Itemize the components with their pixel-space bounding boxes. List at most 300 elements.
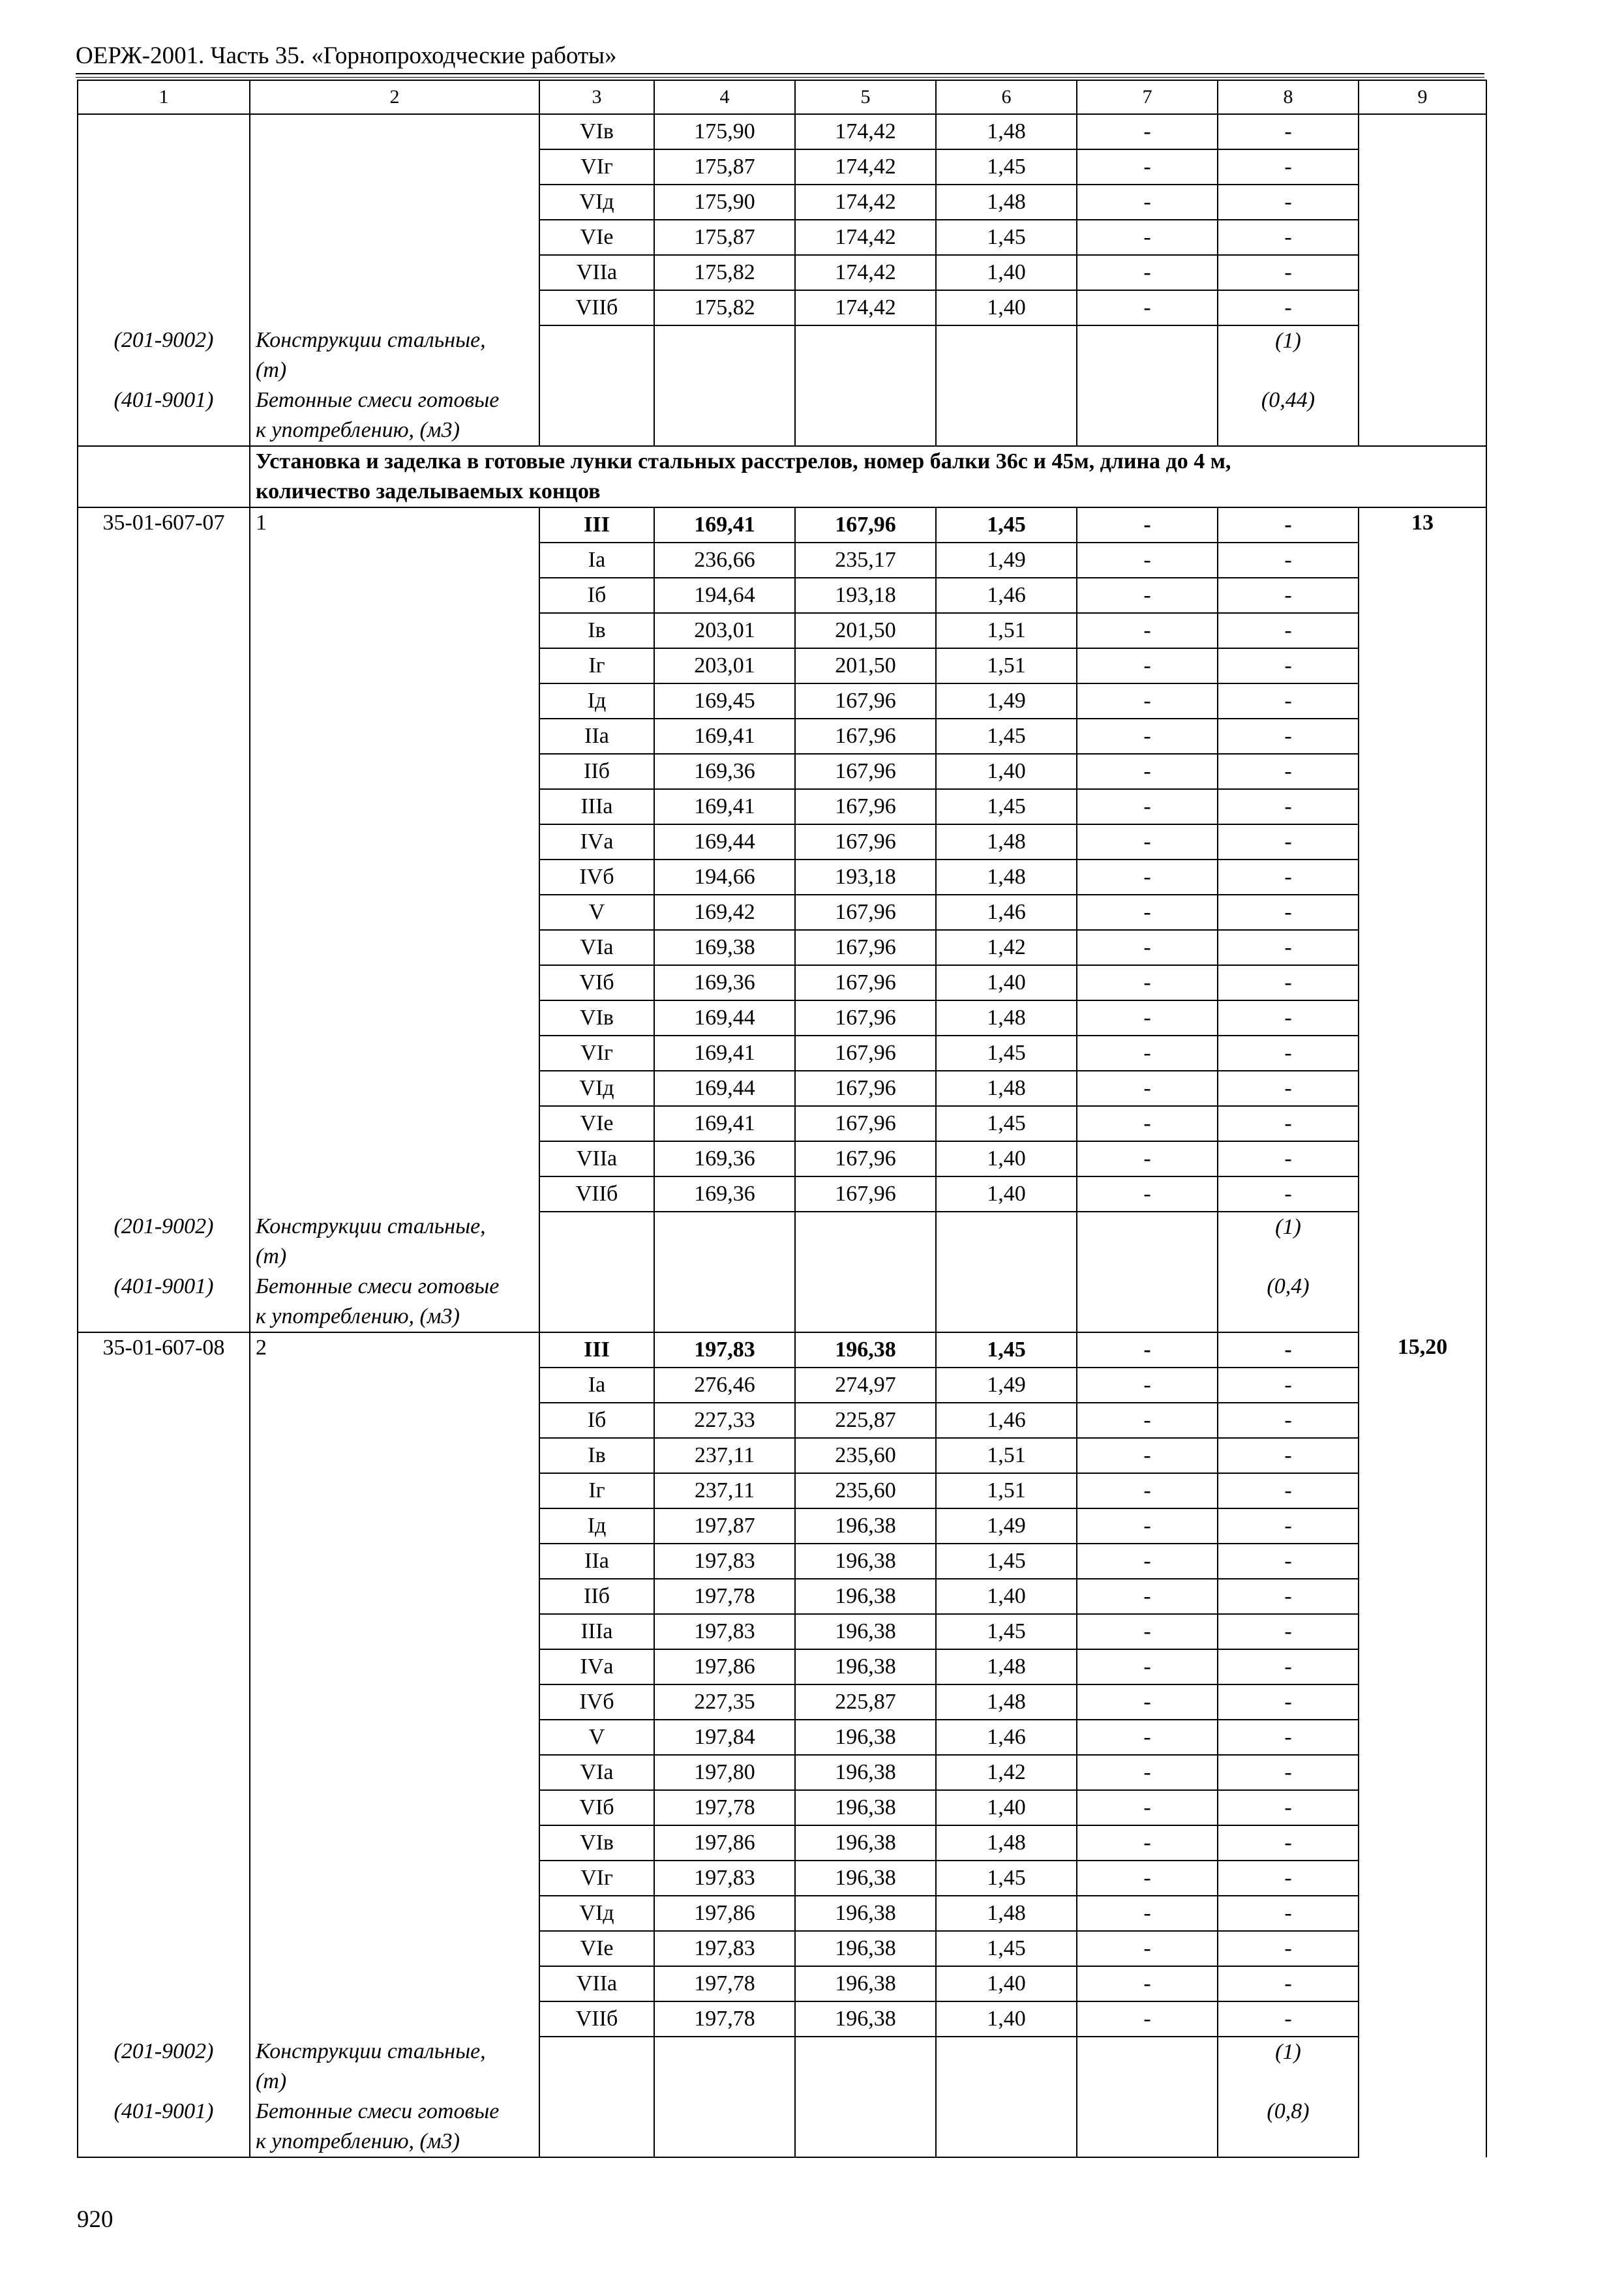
- zone-cell: Iг: [539, 1473, 654, 1508]
- column-number: 8: [1218, 80, 1359, 114]
- driver-wages-cell: -: [1077, 613, 1218, 648]
- machines-cell: 1,45: [936, 1036, 1077, 1071]
- zone-cell: Iд: [539, 1508, 654, 1544]
- resource-row: [78, 325, 1486, 385]
- wages-cell: 174,42: [795, 255, 936, 290]
- resource-code: (201-9002): [78, 325, 250, 385]
- zone-cell: III: [539, 1332, 654, 1368]
- materials-cell: -: [1218, 1403, 1359, 1438]
- machines-cell: 1,51: [936, 1473, 1077, 1508]
- resource-row: [78, 385, 1486, 446]
- total-cost-cell: 169,36: [654, 1141, 795, 1176]
- resource-name-line: к употреблению, (м3): [256, 418, 460, 442]
- machines-cell: 1,45: [936, 1544, 1077, 1579]
- machines-cell: 1,48: [936, 1684, 1077, 1720]
- zone-cell: V: [539, 1720, 654, 1755]
- wages-cell: 196,38: [795, 1544, 936, 1579]
- driver-wages-cell: -: [1077, 1684, 1218, 1720]
- wages-cell: 225,87: [795, 1403, 936, 1438]
- wages-cell: 167,96: [795, 683, 936, 719]
- machines-cell: 1,40: [936, 2001, 1077, 2037]
- empty-cell: [795, 1212, 936, 1272]
- zone-cell: VIIа: [539, 255, 654, 290]
- materials-cell: -: [1218, 507, 1359, 543]
- total-cost-cell: 203,01: [654, 613, 795, 648]
- zone-cell: IVб: [539, 1684, 654, 1720]
- total-cost-cell: 169,36: [654, 754, 795, 789]
- materials-cell: -: [1218, 1508, 1359, 1544]
- column-number: 4: [654, 80, 795, 114]
- resource-code: (401-9001): [78, 385, 250, 446]
- zone-cell: IVа: [539, 1649, 654, 1684]
- zone-cell: VIг: [539, 1036, 654, 1071]
- materials-cell: -: [1218, 578, 1359, 613]
- materials-cell: -: [1218, 1332, 1359, 1368]
- resource-name-line: к употреблению, (м3): [256, 2129, 460, 2153]
- total-cost-cell: 237,11: [654, 1473, 795, 1508]
- total-cost-cell: 197,78: [654, 1966, 795, 2001]
- empty-cell: [795, 385, 936, 446]
- empty-cell: [1077, 385, 1218, 446]
- driver-wages-cell: -: [1077, 1720, 1218, 1755]
- machines-cell: 1,51: [936, 648, 1077, 683]
- empty-cell: [936, 325, 1077, 385]
- materials-cell: -: [1218, 1176, 1359, 1212]
- machines-cell: 1,40: [936, 1790, 1077, 1825]
- total-cost-cell: 276,46: [654, 1368, 795, 1403]
- machines-cell: 1,40: [936, 754, 1077, 789]
- zone-cell: IIб: [539, 1579, 654, 1614]
- machines-cell: 1,46: [936, 895, 1077, 930]
- driver-wages-cell: -: [1077, 1614, 1218, 1649]
- total-cost-cell: 169,41: [654, 1106, 795, 1141]
- materials-cell: -: [1218, 543, 1359, 578]
- machines-cell: 1,48: [936, 185, 1077, 220]
- machines-cell: 1,46: [936, 1403, 1077, 1438]
- machines-cell: 1,51: [936, 1438, 1077, 1473]
- materials-cell: -: [1218, 1931, 1359, 1966]
- driver-wages-cell: -: [1077, 1000, 1218, 1036]
- driver-wages-cell: -: [1077, 754, 1218, 789]
- resource-name-line: (т): [256, 1244, 287, 1268]
- total-cost-cell: 197,86: [654, 1825, 795, 1861]
- materials-cell: -: [1218, 1614, 1359, 1649]
- wages-cell: 196,38: [795, 1720, 936, 1755]
- zone-cell: VIв: [539, 1825, 654, 1861]
- empty-cell: [795, 2037, 936, 2097]
- rate-code-cell: [78, 114, 250, 325]
- zone-cell: VIе: [539, 220, 654, 255]
- resource-value: (0,8): [1218, 2097, 1359, 2157]
- labor-cost-cell: 15,20: [1359, 1332, 1486, 2157]
- wages-cell: 167,96: [795, 895, 936, 930]
- empty-cell: [654, 385, 795, 446]
- driver-wages-cell: -: [1077, 1544, 1218, 1579]
- wages-cell: 201,50: [795, 613, 936, 648]
- page-header-title: ОЕРЖ-2001. Часть 35. «Горнопроходческие работы»: [76, 42, 617, 69]
- machines-cell: 1,40: [936, 255, 1077, 290]
- driver-wages-cell: -: [1077, 1368, 1218, 1403]
- total-cost-cell: 169,36: [654, 1176, 795, 1212]
- empty-cell: [539, 1212, 654, 1272]
- wages-cell: 196,38: [795, 1332, 936, 1368]
- empty-cell: [936, 1212, 1077, 1272]
- total-cost-cell: 197,83: [654, 1931, 795, 1966]
- machines-cell: 1,45: [936, 1931, 1077, 1966]
- column-number: 9: [1359, 80, 1486, 114]
- column-number: 7: [1077, 80, 1218, 114]
- empty-cell: [795, 325, 936, 385]
- driver-wages-cell: -: [1077, 719, 1218, 754]
- empty-cell: [795, 1272, 936, 1332]
- total-cost-cell: 169,38: [654, 930, 795, 965]
- total-cost-cell: 237,11: [654, 1438, 795, 1473]
- wages-cell: 167,96: [795, 1036, 936, 1071]
- labor-cost-cell: 13: [1359, 507, 1486, 1332]
- total-cost-cell: 194,64: [654, 578, 795, 613]
- resource-value: (1): [1218, 2037, 1359, 2097]
- zone-cell: Iд: [539, 683, 654, 719]
- resource-name-line: Конструкции стальные,: [256, 328, 486, 352]
- wages-cell: 225,87: [795, 1684, 936, 1720]
- ends-count-cell: 2: [250, 1332, 539, 2037]
- total-cost-cell: 169,36: [654, 965, 795, 1000]
- zone-cell: VIа: [539, 1755, 654, 1790]
- machines-cell: 1,45: [936, 789, 1077, 824]
- total-cost-cell: 175,82: [654, 290, 795, 325]
- driver-wages-cell: -: [1077, 1141, 1218, 1176]
- table-row: [78, 1332, 1486, 1368]
- zone-cell: IIб: [539, 754, 654, 789]
- materials-cell: -: [1218, 1368, 1359, 1403]
- materials-cell: -: [1218, 719, 1359, 754]
- wages-cell: 174,42: [795, 185, 936, 220]
- zone-cell: IIа: [539, 1544, 654, 1579]
- driver-wages-cell: -: [1077, 1861, 1218, 1896]
- driver-wages-cell: -: [1077, 860, 1218, 895]
- zone-cell: V: [539, 895, 654, 930]
- resource-name: [250, 1272, 539, 1332]
- wages-cell: 167,96: [795, 1141, 936, 1176]
- machines-cell: 1,45: [936, 1614, 1077, 1649]
- zone-cell: IIIа: [539, 789, 654, 824]
- driver-wages-cell: -: [1077, 965, 1218, 1000]
- zone-cell: VIв: [539, 114, 654, 149]
- zone-cell: Iв: [539, 613, 654, 648]
- machines-cell: 1,46: [936, 578, 1077, 613]
- zone-cell: IVб: [539, 860, 654, 895]
- section-empty-cell: [78, 446, 250, 507]
- total-cost-cell: 169,41: [654, 789, 795, 824]
- machines-cell: 1,49: [936, 1508, 1077, 1544]
- wages-cell: 167,96: [795, 719, 936, 754]
- zone-cell: VIе: [539, 1931, 654, 1966]
- machines-cell: 1,48: [936, 1000, 1077, 1036]
- resource-name: [250, 2097, 539, 2157]
- section-title-line: Установка и заделка в готовые лунки стальных расстрелов, номер балки 36с и 45м, длина до 4 м,: [256, 449, 1231, 473]
- empty-cell: [654, 325, 795, 385]
- empty-cell: [936, 1272, 1077, 1332]
- resource-name-line: Бетонные смеси готовые: [256, 2099, 500, 2123]
- zone-cell: III: [539, 507, 654, 543]
- rates-table: [77, 80, 1487, 2158]
- resource-name: [250, 2037, 539, 2097]
- wages-cell: 196,38: [795, 2001, 936, 2037]
- driver-wages-cell: -: [1077, 1755, 1218, 1790]
- total-cost-cell: 197,78: [654, 1579, 795, 1614]
- wages-cell: 196,38: [795, 1649, 936, 1684]
- empty-cell: [1077, 1212, 1218, 1272]
- wages-cell: 196,38: [795, 1755, 936, 1790]
- empty-cell: [1077, 325, 1218, 385]
- resource-value: (0,4): [1218, 1272, 1359, 1332]
- machines-cell: 1,48: [936, 1071, 1077, 1106]
- total-cost-cell: 169,41: [654, 719, 795, 754]
- total-cost-cell: 169,42: [654, 895, 795, 930]
- materials-cell: -: [1218, 1966, 1359, 2001]
- wages-cell: 167,96: [795, 507, 936, 543]
- zone-cell: VIб: [539, 965, 654, 1000]
- resource-name-line: (т): [256, 358, 287, 382]
- resource-value: (1): [1218, 1212, 1359, 1272]
- zone-cell: VIг: [539, 1861, 654, 1896]
- materials-cell: -: [1218, 1544, 1359, 1579]
- wages-cell: 167,96: [795, 1071, 936, 1106]
- empty-cell: [1077, 2097, 1218, 2157]
- machines-cell: 1,40: [936, 1141, 1077, 1176]
- wages-cell: 201,50: [795, 648, 936, 683]
- resource-code: (401-9001): [78, 2097, 250, 2157]
- total-cost-cell: 227,35: [654, 1684, 795, 1720]
- materials-cell: -: [1218, 824, 1359, 860]
- ends-count-cell: [250, 114, 539, 325]
- materials-cell: -: [1218, 930, 1359, 965]
- zone-cell: IVа: [539, 824, 654, 860]
- column-number: 2: [250, 80, 539, 114]
- zone-cell: Iв: [539, 1438, 654, 1473]
- machines-cell: 1,49: [936, 1368, 1077, 1403]
- zone-cell: VIIа: [539, 1141, 654, 1176]
- empty-cell: [936, 2037, 1077, 2097]
- driver-wages-cell: -: [1077, 789, 1218, 824]
- rate-code-cell: 35-01-607-08: [78, 1332, 250, 2037]
- materials-cell: -: [1218, 2001, 1359, 2037]
- total-cost-cell: 169,41: [654, 1036, 795, 1071]
- zone-cell: VIIа: [539, 1966, 654, 2001]
- zone-cell: Iб: [539, 578, 654, 613]
- machines-cell: 1,45: [936, 149, 1077, 185]
- total-cost-cell: 197,87: [654, 1508, 795, 1544]
- resource-name-line: Бетонные смеси готовые: [256, 388, 500, 412]
- machines-cell: 1,48: [936, 114, 1077, 149]
- driver-wages-cell: -: [1077, 149, 1218, 185]
- page-number: 920: [77, 2206, 113, 2233]
- machines-cell: 1,45: [936, 507, 1077, 543]
- total-cost-cell: 197,83: [654, 1861, 795, 1896]
- empty-cell: [539, 385, 654, 446]
- wages-cell: 174,42: [795, 149, 936, 185]
- zone-cell: IIIа: [539, 1614, 654, 1649]
- total-cost-cell: 197,80: [654, 1755, 795, 1790]
- machines-cell: 1,51: [936, 613, 1077, 648]
- rates-table-body: [78, 80, 1486, 2157]
- zone-cell: VIIб: [539, 290, 654, 325]
- materials-cell: -: [1218, 255, 1359, 290]
- empty-cell: [539, 1272, 654, 1332]
- machines-cell: 1,40: [936, 1176, 1077, 1212]
- driver-wages-cell: -: [1077, 683, 1218, 719]
- wages-cell: 174,42: [795, 290, 936, 325]
- wages-cell: 167,96: [795, 1000, 936, 1036]
- total-cost-cell: 169,44: [654, 1071, 795, 1106]
- total-cost-cell: 169,41: [654, 507, 795, 543]
- resource-name-line: Конструкции стальные,: [256, 2039, 486, 2063]
- total-cost-cell: 197,83: [654, 1332, 795, 1368]
- empty-cell: [539, 2037, 654, 2097]
- machines-cell: 1,45: [936, 1106, 1077, 1141]
- wages-cell: 235,17: [795, 543, 936, 578]
- driver-wages-cell: -: [1077, 1403, 1218, 1438]
- driver-wages-cell: -: [1077, 290, 1218, 325]
- resource-name: [250, 1212, 539, 1272]
- driver-wages-cell: -: [1077, 1825, 1218, 1861]
- section-title-line: количество заделываемых концов: [256, 479, 601, 503]
- driver-wages-cell: -: [1077, 1071, 1218, 1106]
- empty-cell: [1077, 2037, 1218, 2097]
- machines-cell: 1,42: [936, 930, 1077, 965]
- column-number: 6: [936, 80, 1077, 114]
- resource-value: (0,44): [1218, 385, 1359, 446]
- zone-cell: VIа: [539, 930, 654, 965]
- empty-cell: [654, 2037, 795, 2097]
- driver-wages-cell: -: [1077, 930, 1218, 965]
- header-rule: [76, 73, 1484, 74]
- empty-cell: [936, 2097, 1077, 2157]
- resource-row: [78, 1272, 1486, 1332]
- materials-cell: -: [1218, 1141, 1359, 1176]
- materials-cell: -: [1218, 1071, 1359, 1106]
- resource-row: [78, 2037, 1486, 2097]
- materials-cell: -: [1218, 789, 1359, 824]
- empty-cell: [936, 385, 1077, 446]
- materials-cell: -: [1218, 860, 1359, 895]
- resource-value: (1): [1218, 325, 1359, 385]
- machines-cell: 1,48: [936, 1649, 1077, 1684]
- total-cost-cell: 227,33: [654, 1403, 795, 1438]
- resource-name-line: Бетонные смеси готовые: [256, 1274, 500, 1298]
- wages-cell: 196,38: [795, 1931, 936, 1966]
- zone-cell: Iг: [539, 648, 654, 683]
- wages-cell: 196,38: [795, 1861, 936, 1896]
- column-number: 1: [78, 80, 250, 114]
- total-cost-cell: 175,82: [654, 255, 795, 290]
- zone-cell: VIд: [539, 185, 654, 220]
- driver-wages-cell: -: [1077, 114, 1218, 149]
- driver-wages-cell: -: [1077, 1931, 1218, 1966]
- machines-cell: 1,45: [936, 719, 1077, 754]
- resource-code: (201-9002): [78, 2037, 250, 2097]
- driver-wages-cell: -: [1077, 1649, 1218, 1684]
- driver-wages-cell: -: [1077, 578, 1218, 613]
- materials-cell: -: [1218, 1720, 1359, 1755]
- machines-cell: 1,49: [936, 543, 1077, 578]
- zone-cell: Iа: [539, 543, 654, 578]
- resource-name-line: Конструкции стальные,: [256, 1214, 486, 1238]
- total-cost-cell: 175,90: [654, 114, 795, 149]
- wages-cell: 196,38: [795, 1966, 936, 2001]
- driver-wages-cell: -: [1077, 543, 1218, 578]
- total-cost-cell: 175,90: [654, 185, 795, 220]
- machines-cell: 1,46: [936, 1720, 1077, 1755]
- column-number-row: [78, 80, 1486, 114]
- section-title: [250, 446, 1486, 507]
- empty-cell: [539, 2097, 654, 2157]
- wages-cell: 196,38: [795, 1896, 936, 1931]
- machines-cell: 1,45: [936, 220, 1077, 255]
- zone-cell: VIIб: [539, 1176, 654, 1212]
- wages-cell: 174,42: [795, 220, 936, 255]
- materials-cell: -: [1218, 149, 1359, 185]
- wages-cell: 196,38: [795, 1579, 936, 1614]
- wages-cell: 167,96: [795, 789, 936, 824]
- materials-cell: -: [1218, 1106, 1359, 1141]
- rate-code-cell: 35-01-607-07: [78, 507, 250, 1212]
- wages-cell: 167,96: [795, 930, 936, 965]
- materials-cell: -: [1218, 1036, 1359, 1071]
- empty-cell: [795, 2097, 936, 2157]
- machines-cell: 1,40: [936, 1966, 1077, 2001]
- wages-cell: 196,38: [795, 1508, 936, 1544]
- column-number: 5: [795, 80, 936, 114]
- total-cost-cell: 197,86: [654, 1649, 795, 1684]
- materials-cell: -: [1218, 1825, 1359, 1861]
- driver-wages-cell: -: [1077, 895, 1218, 930]
- empty-cell: [539, 325, 654, 385]
- table-row: [78, 114, 1486, 149]
- machines-cell: 1,40: [936, 290, 1077, 325]
- materials-cell: -: [1218, 613, 1359, 648]
- driver-wages-cell: -: [1077, 1438, 1218, 1473]
- materials-cell: -: [1218, 290, 1359, 325]
- machines-cell: 1,42: [936, 1755, 1077, 1790]
- total-cost-cell: 197,83: [654, 1544, 795, 1579]
- machines-cell: 1,48: [936, 860, 1077, 895]
- materials-cell: -: [1218, 965, 1359, 1000]
- driver-wages-cell: -: [1077, 2001, 1218, 2037]
- materials-cell: -: [1218, 1000, 1359, 1036]
- wages-cell: 196,38: [795, 1790, 936, 1825]
- zone-cell: VIг: [539, 149, 654, 185]
- zone-cell: VIд: [539, 1896, 654, 1931]
- total-cost-cell: 236,66: [654, 543, 795, 578]
- materials-cell: -: [1218, 895, 1359, 930]
- wages-cell: 167,96: [795, 1106, 936, 1141]
- materials-cell: -: [1218, 1896, 1359, 1931]
- driver-wages-cell: -: [1077, 1473, 1218, 1508]
- wages-cell: 167,96: [795, 1176, 936, 1212]
- materials-cell: -: [1218, 1790, 1359, 1825]
- driver-wages-cell: -: [1077, 1036, 1218, 1071]
- header-rule-secondary: [76, 77, 1484, 78]
- materials-cell: -: [1218, 648, 1359, 683]
- wages-cell: 167,96: [795, 965, 936, 1000]
- zone-cell: VIд: [539, 1071, 654, 1106]
- driver-wages-cell: -: [1077, 1176, 1218, 1212]
- driver-wages-cell: -: [1077, 1106, 1218, 1141]
- total-cost-cell: 169,44: [654, 824, 795, 860]
- zone-cell: VIIб: [539, 2001, 654, 2037]
- total-cost-cell: 197,78: [654, 2001, 795, 2037]
